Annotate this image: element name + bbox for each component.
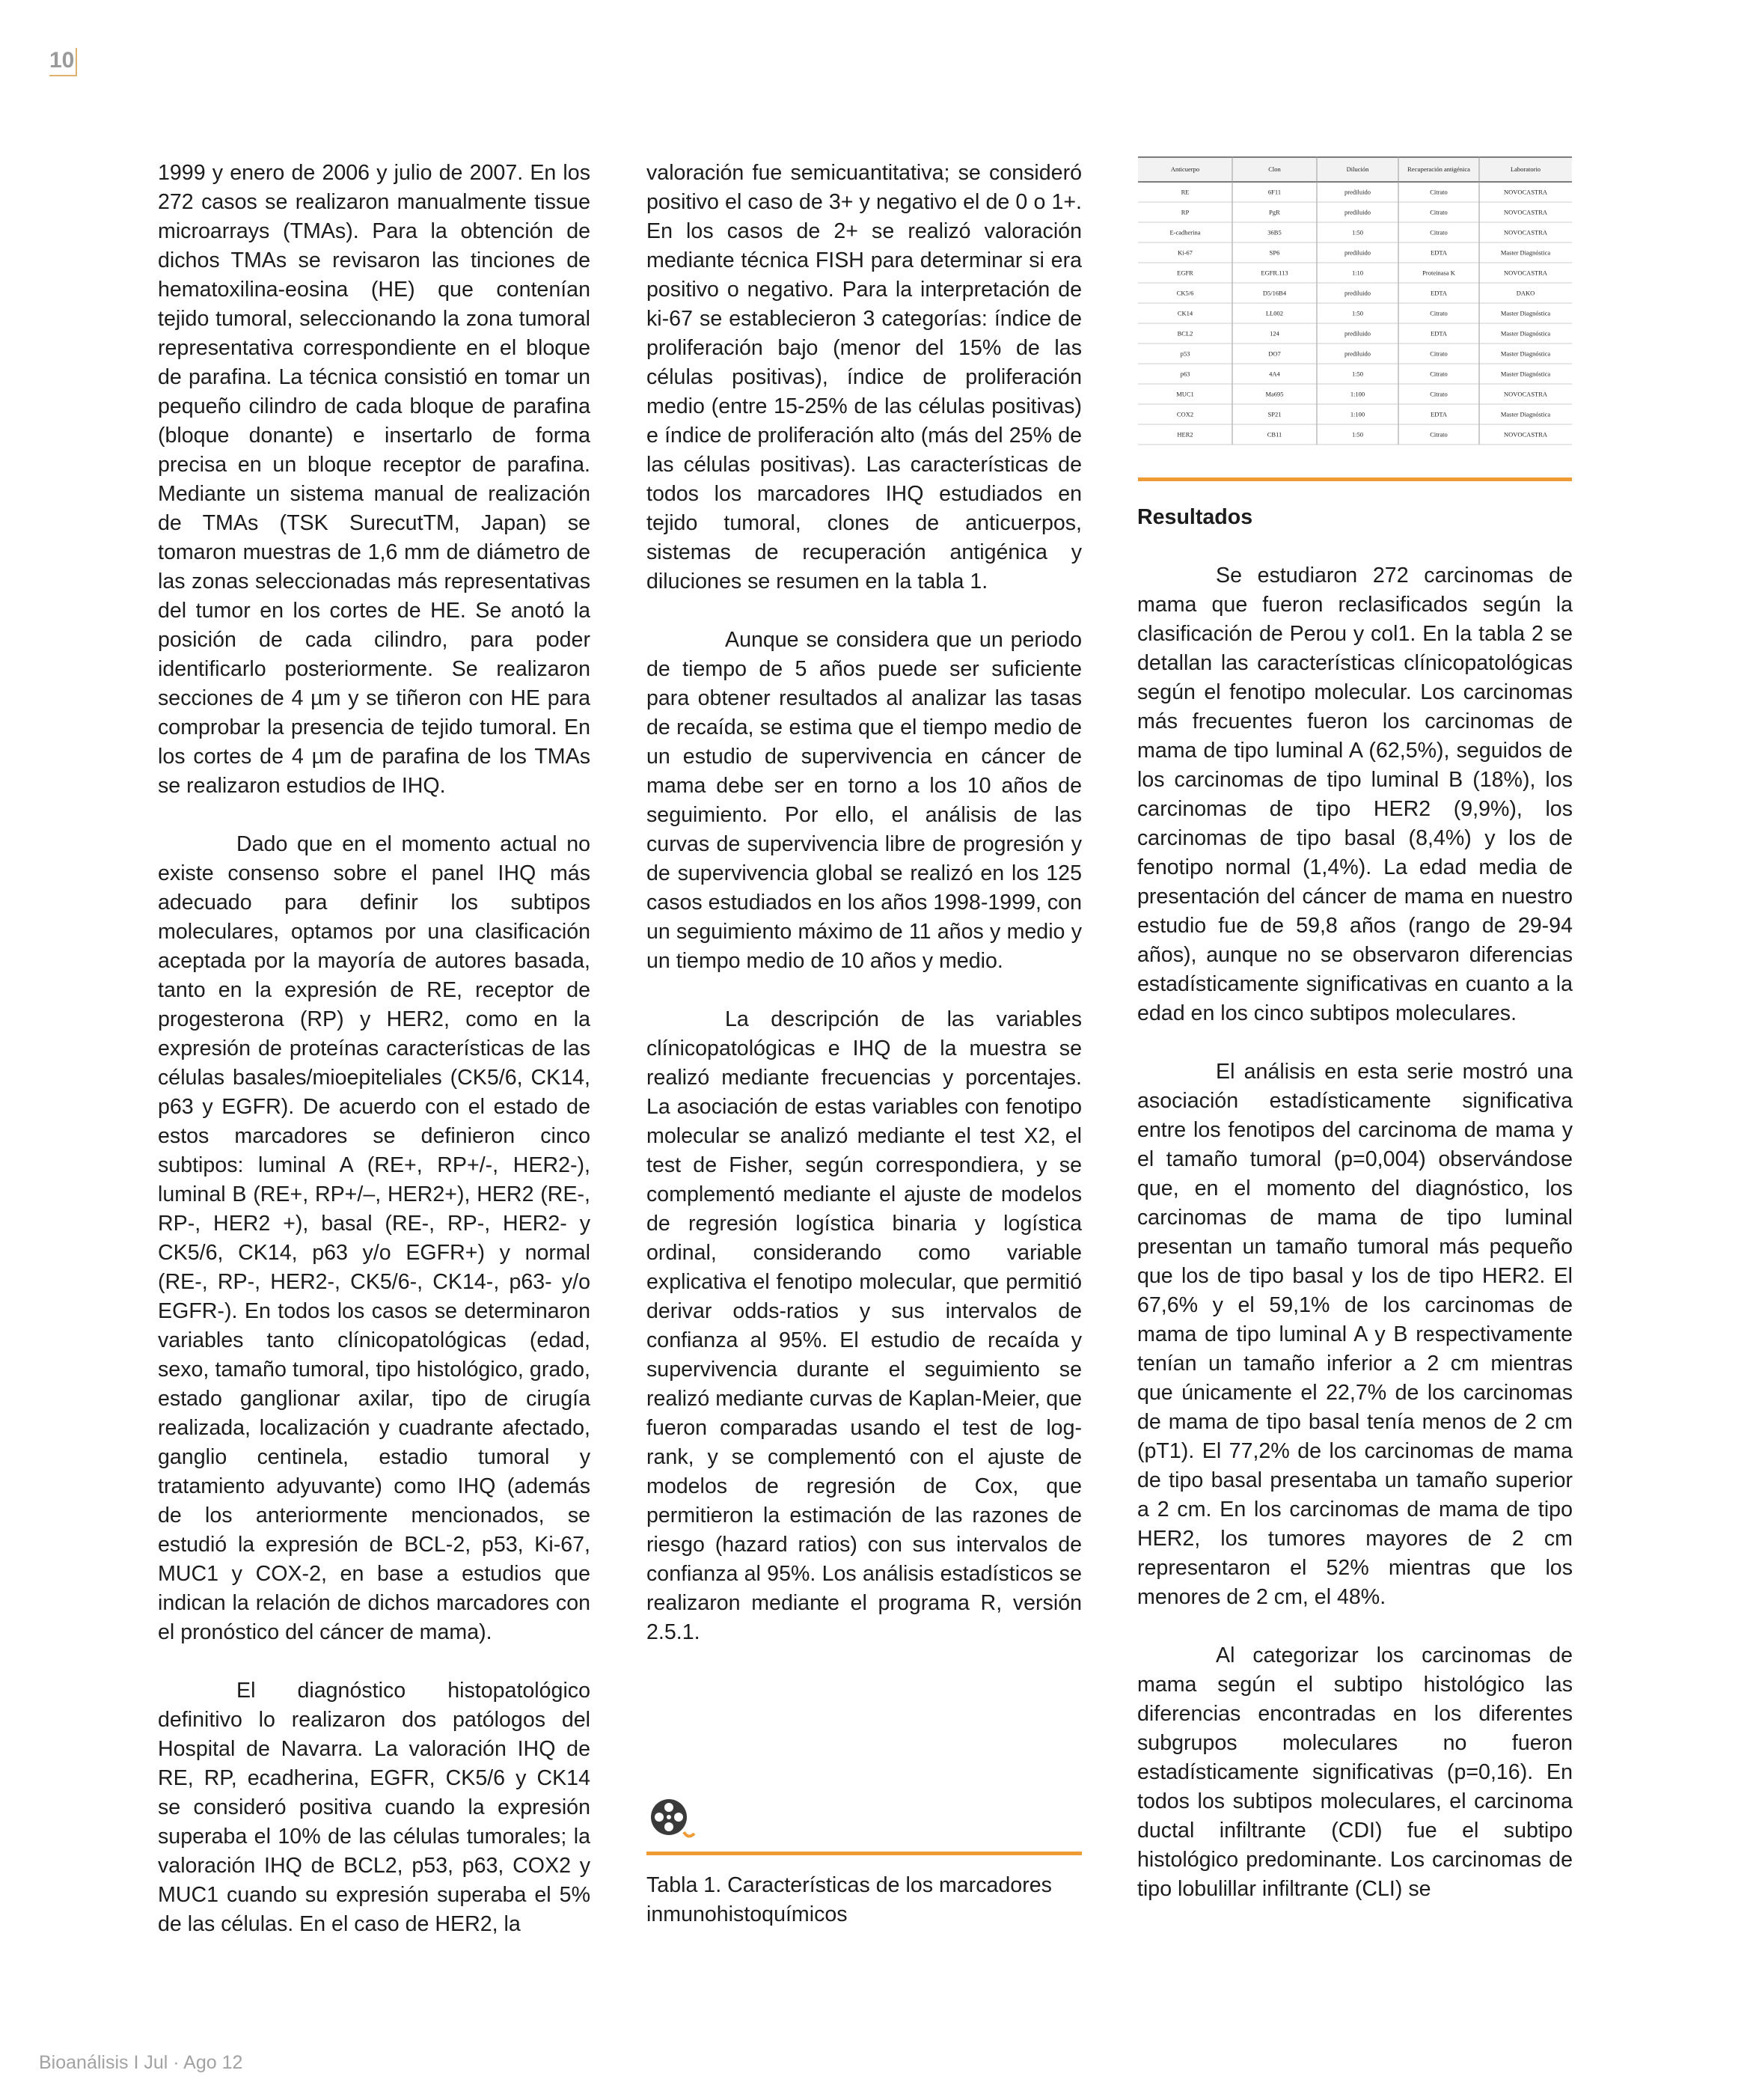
- paragraph: Dado que en el momento actual no existe consenso sobre el panel IHQ más adecuado para definir los subtipos moleculares, optamos por una clasificación aceptada por la mayoría de autores basada, tanto en la expresión de RE, receptor de progesterona (RP) y HER2, como en la expresión de proteínas características de las células basales/mioepiteliales (CK5/6, CK14, p63 y EGFR). De acuerdo con el estado de estos marcadores se definieron cinco subtipos: luminal A (RE+, RP+/-, HER2-), luminal B (RE+, RP+/–, HER2+), HER2 (RE-, RP-, HER2 +), basal (RE-, RP-, HER2- y CK5/6, CK14, p63 y/o EGFR+) y normal (RE-, RP-, HER2-, CK5/6-, CK14-, p63- y/o EGFR-). En todos los casos se determinaron variables tanto clínicopatológicas (edad, sexo, tamaño tumoral, tipo histológico, grado, estado ganglionar axilar, tipo de cirugía realizada, localización y cuadrante afectado, ganglio centinela, estadio tumoral y tratamiento adyuvante) como IHQ (además de los anteriormente mencionados, se estudió la expresión de BCL-2, p53, Ki-67, MUC1 y COX-2, en base a estudios que indican la relación de dichos marcadores con el pronóstico del cáncer de mama).: [158, 832, 590, 1644]
- table-cell: prediluido: [1344, 289, 1371, 297]
- paragraph: El diagnóstico histopatológico definitivo lo realizaron dos patólogos del Hospital de Navarra. La valoración IHQ de RE, RP, ecadherina, EGFR, CK5/6 y CK14 se consideró positiva cuando la expresión superaba el 10% de las células tumorales; la valoración IHQ de BCL2, p53, p63, COX2 y MUC1 cuando su expresión superaba el 5% de las células. En el caso de HER2, la: [158, 1679, 590, 1936]
- table-cell: NOVOCASTRA: [1503, 390, 1548, 398]
- table-cell: EGFR.113: [1261, 269, 1288, 277]
- table-cell: Master Diagnóstica: [1500, 410, 1551, 418]
- table-header-cell: Laboratorio: [1510, 165, 1541, 173]
- table-cell: EGFR: [1177, 269, 1193, 277]
- table-cell: Citrato: [1430, 390, 1448, 398]
- paragraph: La descripción de las variables clínicopatológicas e IHQ de la muestra se realizó mediante frecuencias y porcentajes. La asociación de estas variables con fenotipo molecular se analizó mediante el test X2, el test de Fisher, según correspondiera, y se complementó mediante el ajuste de modelos de regresión logística binaria y logística ordinal, considerando como variable explicativa el fenotipo molecular, que permitió derivar odds-ratios y sus intervalos de confianza al 95%. El estudio de recaída y supervivencia durante el seguimiento se realizó mediante curvas de Kaplan-Meier, que fueron comparadas usando el test de log-rank, y se complementó con el ajuste de modelos de regresión de Cox, que permitieron la estimación de las razones de riesgo (hazard ratios) con sus intervalos de confianza al 95%. Los análisis estadísticos se realizaron mediante el programa R, versión 2.5.1.: [646, 1007, 1082, 1644]
- table-cell: E-cadherina: [1169, 228, 1201, 236]
- table-cell: EDTA: [1431, 410, 1447, 418]
- table-header-cell: Dilución: [1346, 165, 1369, 173]
- table-cell: EDTA: [1431, 248, 1447, 257]
- page-number: 10: [49, 48, 77, 76]
- table-cell: NOVOCASTRA: [1503, 188, 1548, 196]
- footer-publication: Bioanálisis I Jul · Ago 12: [39, 2052, 243, 2073]
- section-heading-resultados: Resultados: [1137, 505, 1253, 529]
- table-cell: NOVOCASTRA: [1503, 430, 1548, 439]
- table-cell: prediluido: [1344, 248, 1371, 257]
- table-cell: 124: [1270, 329, 1279, 338]
- table-cell: LL002: [1265, 309, 1284, 317]
- table-caption: Tabla 1. Características de los marcadores inmunohistoquímicos: [646, 1873, 1052, 1926]
- table-cell: DO7: [1268, 350, 1281, 358]
- table-header-cell: Clon: [1268, 165, 1281, 173]
- table-cell: RE: [1181, 188, 1190, 196]
- table-cell: 1:100: [1350, 410, 1365, 418]
- table-cell: 1:50: [1351, 430, 1364, 439]
- table-header-cell: Recuperación antigénica: [1407, 165, 1470, 173]
- table-cell: Ki-67: [1178, 248, 1193, 257]
- table-divider-rule: [1138, 477, 1572, 481]
- film-reel-icon: [646, 1795, 699, 1847]
- table-cell: NOVOCASTRA: [1503, 208, 1548, 216]
- table-cell: CK14: [1177, 309, 1193, 317]
- table-cell: Proteinasa K: [1422, 269, 1455, 277]
- table-cell: D5/16B4: [1262, 289, 1287, 297]
- table-cell: 1:100: [1350, 390, 1365, 398]
- table-cell: EDTA: [1431, 289, 1447, 297]
- table-cell: prediluido: [1344, 329, 1371, 338]
- table-cell: prediluido: [1344, 188, 1371, 196]
- table-cell: Citrato: [1430, 370, 1448, 378]
- table-cell: Citrato: [1430, 208, 1448, 216]
- paragraph: 1999 y enero de 2006 y julio de 2007. En los 272 casos se realizaron manualmente tissue microarrays (TMAs). Para la obtención de dichos TMAs se revisaron las tinciones de hematoxilina-eosina (HE) que contenían tejido tumoral, seleccionando la zona tumoral representativa correspondiente en el bloque de parafina. La técnica consistió en tomar un pequeño cilindro de cada bloque de parafina (bloque donante) e insertarlo de forma precisa en un bloque receptor de parafina. Mediante un sistema manual de realización de TMAs (TSK SurecutTM, Japan) se tomaron muestras de 1,6 mm de diámetro de las zonas seleccionadas más representativas del tumor en los cortes de HE. Se anotó la posición de cada cilindro, para poder identificarlo posteriormente. Se realizaron secciones de 4 µm y se tiñeron con HE para comprobar la presencia de tejido tumoral. En los cortes de 4 µm de parafina de los TMAs se realizaron estudios de IHQ.: [158, 161, 590, 798]
- table-cell: Citrato: [1430, 350, 1448, 358]
- table-cell: Ma695: [1265, 390, 1284, 398]
- table-cell: 36B5: [1267, 228, 1282, 236]
- table-cell: PgR: [1269, 208, 1280, 216]
- table-cell: CB11: [1267, 430, 1282, 439]
- table-cell: MUC1: [1176, 390, 1194, 398]
- table-cell: 1:10: [1351, 269, 1364, 277]
- table-cell: prediluido: [1344, 208, 1371, 216]
- table-cell: Citrato: [1430, 228, 1448, 236]
- column-right: [1137, 503, 1573, 1933]
- table-cell: Master Diagnóstica: [1500, 309, 1551, 317]
- table-cell: prediluido: [1344, 350, 1371, 358]
- column-left: [158, 159, 590, 1968]
- table-1-image: [1138, 156, 1572, 460]
- table-cell: 1:50: [1351, 228, 1364, 236]
- table-cell: 1:50: [1351, 309, 1364, 317]
- table-cell: HER2: [1177, 430, 1193, 439]
- paragraph: valoración fue semicuantitativa; se consideró positivo el caso de 3+ y negativo el de 0 o 1+. En los casos de 2+ se realizó valoración mediante técnica FISH para determinar si era positivo o negativo. Para la interpretación de ki-67 se establecieron 3 categorías: índice de proliferación bajo (menor del 15% de las células positivas), índice de proliferación medio (entre 15-25% de las células positivas) e índice de proliferación alto (más del 25% de las células positivas). Las características de todos los marcadores IHQ estudiados en tejido tumoral, clones de anticuerpos, sistemas de recuperación antigénica y diluciones se resumen en la tabla 1.: [646, 161, 1082, 593]
- table-cell: DAKO: [1516, 289, 1535, 297]
- table-cell: Master Diagnóstica: [1500, 248, 1551, 257]
- table-cell: CK5/6: [1176, 289, 1194, 297]
- table-cell: Citrato: [1430, 188, 1448, 196]
- table-cell: Master Diagnóstica: [1500, 370, 1551, 378]
- table-cell: COX2: [1176, 410, 1194, 418]
- table-1-grid: [1138, 156, 1572, 460]
- table-cell: Citrato: [1430, 309, 1448, 317]
- table-cell: NOVOCASTRA: [1503, 269, 1548, 277]
- table-cell: EDTA: [1431, 329, 1447, 338]
- table-header-cell: Anticuerpo: [1170, 165, 1200, 173]
- table-cell: 1:50: [1351, 370, 1364, 378]
- table-cell: p53: [1180, 350, 1190, 358]
- paragraph: Aunque se considera que un periodo de tiempo de 5 años puede ser suficiente para obtener resultados al analizar las tasas de recaída, se estima que el tiempo medio de un estudio de supervivencia en cáncer de mama debe ser en torno a los 10 años de seguimiento. Por ello, el análisis de las curvas de supervivencia libre de progresión y de supervivencia global se realizó en los 125 casos estudiados en los años 1998-1999, con un seguimiento máximo de 11 años y medio y un tiempo medio de 10 años y medio.: [646, 628, 1082, 973]
- table-cell: Citrato: [1430, 430, 1448, 439]
- table-cell: BCL2: [1177, 329, 1193, 338]
- paragraph: Se estudiaron 272 carcinomas de mama que fueron reclasificados según la clasificación de Perou y col1. En la tabla 2 se detallan las características clínicopatológicas según el fenotipo molecular. Los carcinomas más frecuentes fueron los carcinomas de mama de tipo luminal A (62,5%), seguidos de los carcinomas de tipo luminal B (18%), los carcinomas de tipo HER2 (9,9%), los carcinomas de tipo basal (8,4%) y los de fenotipo normal (1,4%). La edad media de presentación del cáncer de mama en nuestro estudio fue de 59,8 años (rango de 29-94 años), aunque no se observaron diferencias estadísticamente significativas en cuanto a la edad en los cinco subtipos moleculares.: [1137, 564, 1573, 1025]
- table-cell: SP21: [1267, 410, 1282, 418]
- table-cell: p63: [1180, 370, 1190, 378]
- table-cell: 4A4: [1269, 370, 1280, 378]
- column-middle: [646, 159, 1082, 1676]
- table-cell: Master Diagnóstica: [1500, 350, 1551, 358]
- table-cell: SP6: [1269, 248, 1280, 257]
- table-cell: RP: [1181, 208, 1190, 216]
- table-cell: NOVOCASTRA: [1503, 228, 1548, 236]
- caption-rule: [646, 1852, 1082, 1855]
- paragraph: El análisis en esta serie mostró una asociación estadísticamente significativa entre los fenotipos del carcinoma de mama y el tamaño tumoral (p=0,004) observándose que, en el momento del diagnóstico, los carcinomas de mama de tipo luminal presentan un tamaño tumoral más pequeño que los de tipo basal y los de tipo HER2. El 67,6% y el 59,1% de los carcinomas de mama de tipo luminal A y B respectivamente tenían un tamaño inferior a 2 cm mientras que únicamente el 22,7% de los carcinomas de mama de tipo basal tenía menos de 2 cm (pT1). El 77,2% de los carcinomas de mama de tipo basal presentaba un tamaño superior a 2 cm. En los carcinomas de mama de tipo HER2, los tumores mayores de 2 cm representaron el 52% mientras que los menores de 2 cm, el 48%.: [1137, 1060, 1573, 1609]
- paragraph: Al categorizar los carcinomas de mama según el subtipo histológico las diferencias encontradas en los diferentes subgrupos moleculares no fueron estadísticamente significativas (p=0,16). En todos los subtipos moleculares, el carcinoma ductal infiltrante (CDI) fue el subtipo histológico predominante. Los carcinomas de tipo lobulillar infiltrante (CLI) se: [1137, 1643, 1573, 1901]
- table-cell: Master Diagnóstica: [1500, 329, 1551, 338]
- table-cell: 6F11: [1267, 188, 1282, 196]
